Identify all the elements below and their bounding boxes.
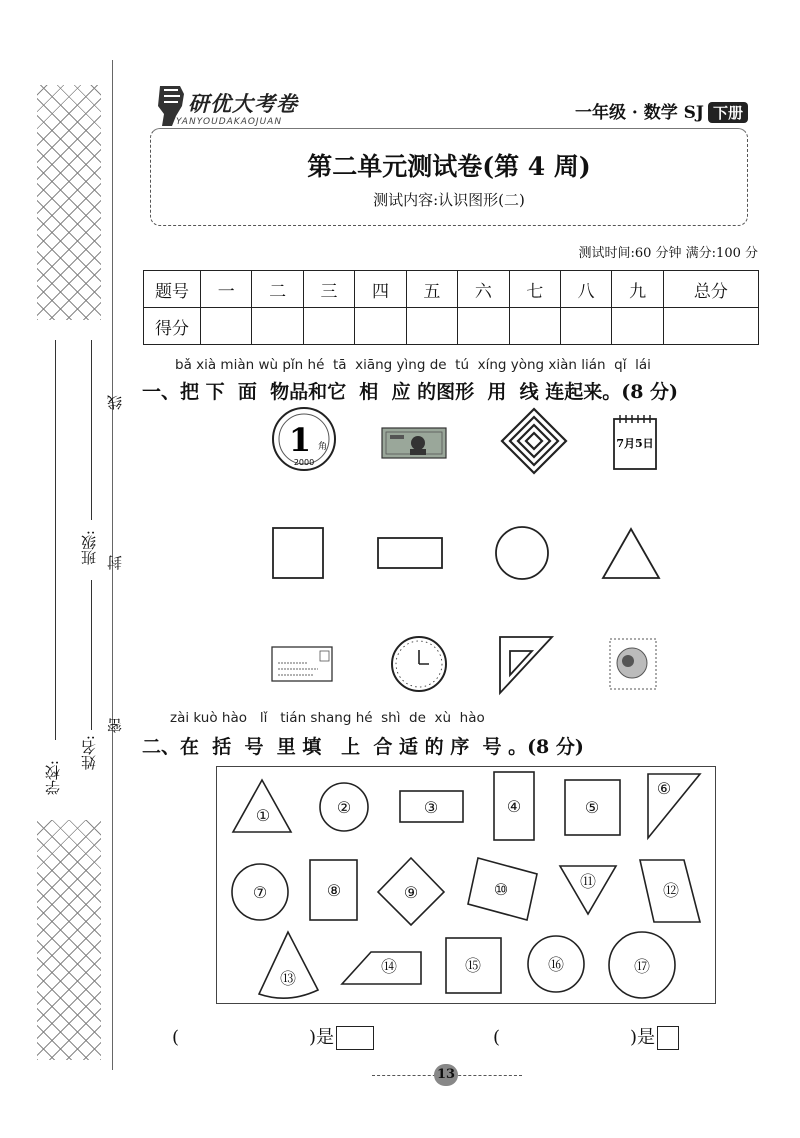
score-header-cell: 八 [560, 271, 611, 308]
q2-shapes-figure [216, 766, 716, 1004]
q2-text: 二、在 括 号 里 填 上 合 适 的 序 号 。(8 分) [142, 736, 584, 758]
shape-label: ⑪ [579, 872, 597, 891]
score-header-cell: 一 [201, 271, 252, 308]
score-cell[interactable] [663, 308, 758, 345]
cut-mark-seal: 封 [106, 555, 124, 570]
volume-tag: 下册 [708, 102, 748, 123]
q1-text: 一、把 下 面 物品和它 相 应 的图形 用 线 连起来。(8 分) [142, 381, 679, 403]
brand-subtitle: YANYOUDAKAOJUAN [176, 117, 283, 127]
score-header-cell: 二 [252, 271, 303, 308]
square-shape [273, 528, 323, 578]
page-number-badge: 13 [434, 1064, 458, 1086]
cut-mark-secret: 密 [106, 718, 124, 733]
grade-label [575, 98, 748, 123]
nested-square-icon [502, 409, 566, 473]
class-label: 班级: [80, 530, 98, 566]
circle-shape [496, 527, 548, 579]
school-label: 学校: [44, 760, 62, 796]
score-cell[interactable] [612, 308, 663, 345]
cut-mark-line: 线 [106, 395, 124, 410]
score-header-cell: 三 [303, 271, 354, 308]
calendar-icon [614, 415, 656, 469]
shape-label: ④ [506, 797, 522, 816]
grade-text: 一年级 · 数学 SJ [574, 103, 704, 123]
shape-label: ⑭ [380, 957, 398, 976]
coin-value: 1 [288, 421, 312, 459]
score-table-header-row [144, 271, 759, 308]
shape-label: ⑧ [326, 881, 342, 900]
school-blank [55, 340, 56, 740]
score-table [143, 270, 759, 345]
score-cell[interactable] [201, 308, 252, 345]
answer-box[interactable] [336, 1026, 374, 1050]
score-cell[interactable] [355, 308, 406, 345]
shape-label: ⑮ [464, 956, 482, 975]
shape-6-triangle [648, 774, 700, 838]
name-blank [91, 580, 92, 730]
title-box [150, 128, 748, 226]
score-header-cell: 总分 [663, 271, 758, 308]
answer-box[interactable] [657, 1026, 679, 1050]
shape-label: ⑤ [584, 798, 600, 817]
brand-logo [148, 80, 328, 132]
score-cell[interactable] [458, 308, 509, 345]
coin-year: 2000 [293, 458, 315, 467]
coin-icon [273, 408, 335, 470]
score-header-cell: 六 [458, 271, 509, 308]
shape-label: ⑫ [662, 881, 680, 900]
class-blank [91, 340, 92, 520]
page-number [372, 1066, 522, 1086]
banknote-icon [382, 428, 446, 458]
shape-label: ② [336, 798, 352, 817]
page-title: 第二单元测试卷(第 4 周) [307, 152, 591, 181]
answer-open-paren: ( [172, 1027, 180, 1048]
score-header-cell: 五 [406, 271, 457, 308]
triangle-shape [603, 529, 659, 578]
answer-close: )是 [630, 1027, 656, 1048]
shape-label: ⑰ [633, 957, 651, 976]
score-cell[interactable] [252, 308, 303, 345]
q2-pinyin: zài kuò hào lǐ tián shang hé shì de xù hào [170, 710, 485, 726]
coin-unit: 角 [318, 442, 328, 452]
score-header-cell: 九 [612, 271, 663, 308]
answer-blank-2[interactable] [493, 1023, 679, 1050]
answer-close: )是 [309, 1027, 335, 1048]
shape-label: ⑯ [547, 955, 565, 974]
shape-13-sector [259, 932, 318, 998]
score-cell[interactable] [303, 308, 354, 345]
clock-icon [392, 637, 446, 691]
shape-label: ⑬ [279, 969, 297, 988]
shape-label: ① [255, 806, 271, 825]
shape-label: ⑩ [493, 880, 509, 899]
set-square-icon [500, 637, 552, 693]
test-content: 测试内容:认识图形(二) [373, 191, 525, 209]
score-header-cell: 题号 [144, 271, 201, 308]
answer-blank-1[interactable] [172, 1023, 374, 1050]
margin-pattern-top [37, 85, 101, 320]
score-row-label: 得分 [144, 308, 201, 345]
score-cell[interactable] [509, 308, 560, 345]
time-info: 测试时间:60 分钟 满分:100 分 [578, 246, 758, 261]
score-header-cell: 四 [355, 271, 406, 308]
stamp-icon [610, 639, 656, 689]
score-cell[interactable] [560, 308, 611, 345]
shape-label: ⑨ [403, 883, 419, 902]
calendar-date: 7月5日 [616, 437, 654, 450]
brand-title: 研优大考卷 [188, 92, 298, 116]
name-label: 姓名: [80, 735, 98, 771]
q1-pinyin: bǎ xià miàn wù pǐn hé tā xiāng yìng de tú xíng yòng xiàn lián qǐ lái [175, 357, 651, 373]
shape-label: ⑥ [656, 779, 672, 798]
score-table-score-row [144, 308, 759, 345]
envelope-icon [272, 647, 332, 681]
shape-label: ⑦ [252, 883, 268, 902]
shape-label: ③ [423, 798, 439, 817]
q1-matching-figure [260, 405, 680, 705]
score-header-cell: 七 [509, 271, 560, 308]
score-cell[interactable] [406, 308, 457, 345]
rectangle-shape [378, 538, 442, 568]
margin-pattern-bottom [37, 820, 101, 1060]
answer-open-paren: ( [493, 1027, 501, 1048]
